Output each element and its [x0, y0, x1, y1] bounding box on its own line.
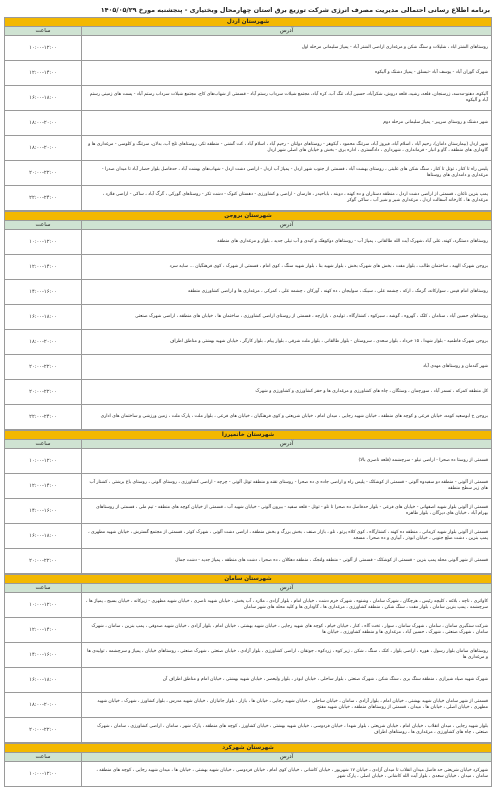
address-cell — [81, 380, 491, 404]
address-cell — [81, 593, 491, 617]
time-cell: ۱۸:۰۰-۲۰:۰۰ — [29, 702, 57, 708]
address-cell — [81, 405, 491, 429]
address-text: قسمتی از شهر آلونی محله پمپ بنزین - قسمتی از کوشکک - قسمتی از آلونی - منطقه ولنجک ، منطقه دهکلان ، ده صحرا ، دشت های منطقه ، پمپاژ جدید - دشت جمال — [175, 557, 488, 563]
address-column-header: آدرس — [81, 584, 491, 592]
address-column-header: آدرس — [81, 27, 491, 35]
address-column-header: آدرس — [81, 440, 491, 448]
table-row — [5, 279, 491, 304]
address-text: شهر دشتک و روستای سرپیر - پمپاژ سلیمانی مرحله دوم — [383, 119, 488, 125]
time-column-header: ساعت — [35, 28, 51, 34]
address-cell — [81, 161, 491, 185]
table-row — [5, 85, 491, 110]
address-cell — [81, 86, 491, 110]
address-cell — [81, 280, 491, 304]
address-text: شهرکرد خیابان شریعتی حد فاصل میدان انقلاب تا میدان آزادی ، خیابان ۱۷ شهریور ، خیابان کاشانی ، خیابان کوی امام ، خیابان فردوسی ، خیابان شهید بهشتی ، خیابان ها ، میدان شهید رجایی ، کوچه های منطقه ، سامان ، میدان ، خیابان سعدی ، بلوار آیت الله کاشانی ، خیابان اصلی ، پارک شهر — [96, 767, 488, 779]
time-cell: ۲۲:۰۰-۲۴:۰۰ — [29, 414, 57, 420]
address-text: روستاهای امام قیس ، سوارکانه، گرمک ، ارکه ، چشمه علی ، سیبک ، سولیجان ، ده کهنه ، آورکان ، چشمه علی ، کمرکی ، مرغداری ها و اراضی کشاورزی منطقه — [188, 288, 488, 294]
time-cell: ۱۲:۰۰-۱۴:۰۰ — [29, 264, 57, 270]
city-section — [4, 574, 492, 743]
time-cell: ۲۰:۰۰-۲۲:۰۰ — [29, 389, 57, 395]
address-cell — [81, 255, 491, 279]
table-row — [5, 498, 491, 523]
address-text: قسمتی از آلونی - منطقه دو سفیدوه آلونی - قسمتی از کوشکک - پلیس راه و اراضی جاده ی ده صحرا - روستای نقنه و منطقه توتل آلونی - چرچه - اراضی کشاورزی ، روستای آلونی ، روستای باغ برشتی ، کشتار آب های زیر سطح منطقه — [89, 479, 488, 491]
time-cell: ۲۲:۰۰-۲۴:۰۰ — [29, 195, 57, 201]
table-row — [5, 761, 491, 786]
time-cell: ۲۰:۰۰-۲۲:۰۰ — [29, 558, 57, 564]
time-column-header: ساعت — [35, 222, 51, 228]
address-cell — [81, 355, 491, 379]
column-header-row — [5, 220, 491, 229]
city-header: شهرستان بروجن — [5, 211, 491, 220]
address-cell — [81, 762, 491, 786]
table-row — [5, 185, 491, 210]
address-cell — [81, 186, 491, 210]
column-header-row — [5, 752, 491, 761]
time-cell: ۱۲:۰۰-۱۴:۰۰ — [29, 627, 57, 633]
time-cell: ۱۶:۰۰-۱۸:۰۰ — [29, 95, 57, 101]
address-cell — [81, 230, 491, 254]
address-cell — [81, 693, 491, 717]
address-text: روستاهای الشتر اباد ، شلیلات و سنگ شکن و مرغداری اراضی الشتر آباد - پمپاژ سلیمانی مرحله اول — [301, 44, 488, 50]
address-text: کل منطقه کمرکه ، تسمر آباد ، سورچمان ، وستگان ، چاه های کشاورزی و مرغداری ها و حفر کشاورزی و کشاورزی و شهرک — [255, 388, 488, 394]
address-text: بروجن شهرک الهیه ، ساختمان طالب ، بلوار مفت ، بخش های شهرک بخش ، بلوار شهید بنا ، بلوار شهید سنگ ، کوی امام ، قسمتی از شهرک ، کوی فرهنگیان ... سایه سرد — [169, 263, 488, 269]
time-cell: ۱۰:۰۰-۱۲:۰۰ — [29, 771, 57, 777]
time-cell: ۱۴:۰۰-۱۶:۰۰ — [29, 508, 57, 514]
address-text: بروجن شهرک فاطمیه - بلوار شهدا ، ۱۵ خرداد ، بلوار سعدی ، سروستان - بلوار طالقانی ، بلوار ملت شرقی ، بلوار پیام ، بلوار کارگر ، خیابان شهید بهشتی و مناطق اطراف — [169, 338, 488, 344]
table-row — [5, 329, 491, 354]
time-column-header: ساعت — [35, 585, 51, 591]
table-row — [5, 404, 491, 429]
address-cell — [81, 618, 491, 642]
time-cell: ۲۰:۰۰-۲۲:۰۰ — [29, 364, 57, 370]
address-text: روستاهای دستگرد، کهنه، علی آباد ،شهرک آیت الله طالقانی ، پمپاژ آب - روستاهای دوکوهک و کیدی و آب نیلی جدید ، بلوار و مرغداری های منطقه — [217, 238, 488, 244]
address-cell — [81, 136, 491, 160]
column-header-row — [5, 26, 491, 35]
city-header: شهرستان اردل — [5, 17, 491, 26]
time-cell: ۱۶:۰۰-۱۸:۰۰ — [29, 677, 57, 683]
time-cell: ۱۸:۰۰-۲۰:۰۰ — [29, 120, 57, 126]
address-text: بروجن خ ابوسعید کومه، خیابان فرعی و کوچه های منطقه ، خیابان شهید رجایی ، میدان امام ، خیابان شریعتی و کوی فرهنگیان ، خیابان های فرعی ، بلوار ملت ، پارک ملت ، زمین ورزشی و ساختمان های اداری — [100, 413, 488, 419]
address-column-header: آدرس — [81, 753, 491, 761]
time-cell: ۲۰:۰۰-۲۲:۰۰ — [29, 170, 57, 176]
table-row — [5, 523, 491, 548]
city-section — [4, 743, 492, 787]
table-row — [5, 35, 491, 60]
time-cell: ۱۶:۰۰-۱۸:۰۰ — [29, 533, 57, 539]
column-header-row — [5, 583, 491, 592]
time-cell: ۱۴:۰۰-۱۶:۰۰ — [29, 652, 57, 658]
city-section — [4, 17, 492, 211]
table-row — [5, 617, 491, 642]
table-row — [5, 60, 491, 85]
time-cell: ۱۲:۰۰-۱۴:۰۰ — [29, 483, 57, 489]
address-cell — [81, 305, 491, 329]
address-column-header: آدرس — [81, 221, 491, 229]
address-text: پمپ بنزین ناغان ، قسمتی از اراضی دشت اردل ، منطقه دستاران و ده کهنه ، دوبنه ، باباحیدر ، فارسان - اراضی و کشاورزی - دهستان کنوک - دشت تکر - روستاهای گورکی ، گرگ آباد ، ساکی - اراضی فلارد ، مرغداری ها ، کارخانه آسفالت اردل ، مرغداری شیر و شیر آب ، ساکی گوکر — [102, 191, 488, 203]
address-text: قسمتی از آلونی بلوار شهید اصفهانی - خیابان های فرعی - بلوار حدفاصل ده صحرا تا نلو - توتل - قلعه سفید - بیرون آلونی - خیابان شهید آب ، قسمتی از خیابان کوچه های منطقه - تیم ملی ، قسمتی از روستاهای بهرام آباد ، خیابان های دیزگان ، بلوار طاهره — [96, 504, 488, 516]
time-cell: ۱۶:۰۰-۱۸:۰۰ — [29, 314, 57, 320]
address-cell — [81, 36, 491, 60]
page-title: برنامه اطلاع رسانی احتمالی مدیریت مصرف انرژی شرکت توزیع برق استان چهارمحال وبختیاری - پنجشنبه مورخ ۱۴۰۵/۰۵/۲۹ — [100, 6, 490, 14]
address-cell — [81, 549, 491, 573]
table-row — [5, 354, 491, 379]
table-row — [5, 160, 491, 185]
table-row — [5, 473, 491, 498]
address-cell — [81, 474, 491, 498]
table-row — [5, 304, 491, 329]
address-cell — [81, 111, 491, 135]
address-cell — [81, 643, 491, 667]
table-row — [5, 548, 491, 573]
address-text: روستاهای سامان بلوار رسول ، هوره ، اراضی بلوار ، کتک ، سنگ ، شکن ، زیر کوه ، زردکوه ، جونقان ، اراضی کشاورزی ، بلوار آزادی ، خیابان صنعتی ، شهرک صنعتی ، روستاهای خیابان ، پمپاژ و سرچشمه ، تولیدی ها و مرغداری ها — [87, 648, 488, 660]
time-column-header: ساعت — [35, 754, 51, 760]
city-section — [4, 211, 492, 430]
address-text: قسمتی از شهر سامان خیابان شهید بهشتی ، خیابان امام ، بلوار آزادی ، سامان ، خیابان ساحلی ، خیابان شهید رجایی ، خیابان ها ، بازار ، بلوار جانبازان ، خیابان شهید مدرس ، بلوار کشاورز ، شهرک ، خیابان شهید مطهری ، خیابان اصلی ، خیابان ها ، میدان ، قسمتی از روستاهای منطقه ، خیابان شهید مفتح — [97, 698, 488, 710]
address-cell — [81, 499, 491, 523]
address-cell — [81, 524, 491, 548]
column-header-row — [5, 439, 491, 448]
address-text: کاواتری ، ناچه ، بلاغه ، کلیچه رئیس ، هرچگان ، شهرک سامان ، وشنوه ، شهرک خرم دشت ، خیابان امام ، بلوار آزادی ، ملارد ، آب پخش ، خیابان شهید ناصری ، خیابان شهید مطهری - زیرکانه ، خیابان بسیج ، پمپاژ ها ، سرچشمه ، پمپ بنزین سامان ، بلوار مفت ، سنگ شکن ، منطقه کشاورزی ، مرغداری ها ، گاوداری ها و کلیه محله های شهر سامان — [86, 598, 488, 610]
address-text: روستاهای حسین آباد ، سنامان ، کلک ، گهروه ، گوشه ، سبزکوه ، کشتارگاه ، تولیدی ، بازارچه ، قسمتی از روستای اراضی کشاورزی ، ساختمان ها ، خیابان های منطقه ، اراضی شهرک صنعتی — [135, 313, 488, 319]
table-row — [5, 692, 491, 717]
address-cell — [81, 61, 491, 85]
table-row — [5, 448, 491, 473]
address-text: قسمتی از روستا ده صحرا - اراضی نیلو - سرچشمه (قلعه ناصری بالا) — [358, 457, 488, 463]
city-header: شهرستان سامان — [5, 574, 491, 583]
address-text: شرکت سنگبری سامان ، سامان ، شهرک سامان ، سوار ، تخت گاه ، کنار ، خیابان خیام ، کوچه های شهید رجایی ، خیابان شهید بهشتی ، خیابان امام ، بلوار آزادی ، خیابان شهید صدوقی ، پمپ بنزین ، سامان ، شهرک سامان ، شهرک صنعتی ، شهرک ، حسین آباد ، مرغداری ها و منطقه کشاورزی ، خیابان ها — [91, 623, 488, 635]
address-text: بلوار شهید رجایی ، میدان انقلاب ، خیابان امام ، خیابان شریعتی ، بلوار شهدا ، خیابان فردوسی ، خیابان شهید بهشتی ، خیابان کشاورز ، کوچه های منطقه ، پارک شهر ، سامان ، اراضی کشاورزی ، سامان ، شهرک صنعتی ، چاه های کشاورزی ، مرغداری ها ، روستاهای اطراف — [97, 723, 488, 735]
table-row — [5, 667, 491, 692]
time-cell: ۲۰:۰۰-۲۲:۰۰ — [29, 727, 57, 733]
time-cell: ۱۲:۰۰-۱۴:۰۰ — [29, 70, 57, 76]
address-text: شهرک گوران آباد - یوسف آباد -تبسلق - پمپاژ دشتک و آلیکوه — [374, 69, 488, 75]
table-row — [5, 110, 491, 135]
table-row — [5, 379, 491, 404]
table-row — [5, 592, 491, 617]
time-column-header: ساعت — [35, 441, 51, 447]
address-text: شهر گندمان و روستاهای مهدی آباد — [423, 363, 488, 369]
table-row — [5, 717, 491, 742]
time-cell: ۱۸:۰۰-۲۰:۰۰ — [29, 145, 57, 151]
time-cell: ۱۴:۰۰-۱۶:۰۰ — [29, 289, 57, 295]
address-cell — [81, 449, 491, 473]
time-cell: ۱۰:۰۰-۱۲:۰۰ — [29, 458, 57, 464]
table-row — [5, 642, 491, 667]
address-cell — [81, 718, 491, 742]
address-text: قسمتی از آلونی بلوار شهید کرمانی ، منطقه ده کهنه ، کشتارگاه ، کوی کلاه پرتو ، نلو ، بازار صنف ، بخش بزرگ و بخش منطقه ، اراضی دشت آلونی ، شهرک کوثر ، قسمتی از مجتمع گسترش ، خیابان شهید مطهری ، پمپ بنزین ، دشت ضلع جنوبی ، خیابان ابوذر ، آبیاری و ده صحرا ، مسجد — [88, 529, 488, 541]
table-row — [5, 254, 491, 279]
address-text: آلیکوه، دهنو-مدسه، زرسنجان، قلعه، رشید، قلعه دروش، شکرآباد، حسین آباد، تنگ آب، کره آباد، مجتمع شیلات سرداب رستم آباد - قسمتی از شهاب‌های کاج، مجتمع شیلات سرداب رستم آباد - پست های زمینی رستم آباد و آلیکوه — [89, 91, 488, 103]
table-row — [5, 135, 491, 160]
address-text: پلیس راه تا کنار ، توتل تا کنار ، سنگ شکن های علیتی ، روستای بهشت آباد ، قسمتی از جنوب شهر اردل - پمپاژ آب اردل - اراضی دشت اردل - شهاب‌های بهشت آباد ، حدفاصل بلوار حصار آباد تا میدان صدرا - مرغداری و دامداری های روستاها — [101, 166, 488, 178]
address-cell — [81, 668, 491, 692]
time-cell: ۱۸:۰۰-۲۰:۰۰ — [29, 339, 57, 345]
address-text: شهرک شهید صیاد شیرازی ، منطقه سنگ بری ، سنگ شکن ، شهرک صنعتی ، بلوار ساحلی ، خیابان ابوذر ، بلوار ولیعصر ، خیابان شهید بهشتی ، خیابان امام و مناطق اطراف آن — [162, 676, 488, 682]
address-text: شهر اردل (بیمارستان دامان)، رحیم آباد ، اسلام آباد، فیروز آباد، سرتنگ محمود ، آبکوهر - روستاهای دولتان - رحیم آباد ، اسلام آباد ، کت گشنی - منطقه تکر، روستاهای تلخ آب، بدلان، سرتنگ و کلوسی - مرغداری ها و گاوداری های منطقه ، گاو و انبار - فرمانداری ، شهرداری ، دادگستری ، اداره برق - بخش و خیابان های اصلی شهر اردل — [88, 141, 488, 153]
table-row — [5, 229, 491, 254]
address-cell — [81, 330, 491, 354]
time-cell: ۱۰:۰۰-۱۲:۰۰ — [29, 45, 57, 51]
time-cell: ۱۰:۰۰-۱۲:۰۰ — [29, 602, 57, 608]
time-cell: ۱۰:۰۰-۱۲:۰۰ — [29, 239, 57, 245]
city-header: شهرستان شهرکرد — [5, 743, 491, 752]
schedule-table — [4, 17, 492, 787]
city-header: شهرستان خانمیرزا — [5, 430, 491, 439]
city-section — [4, 430, 492, 574]
